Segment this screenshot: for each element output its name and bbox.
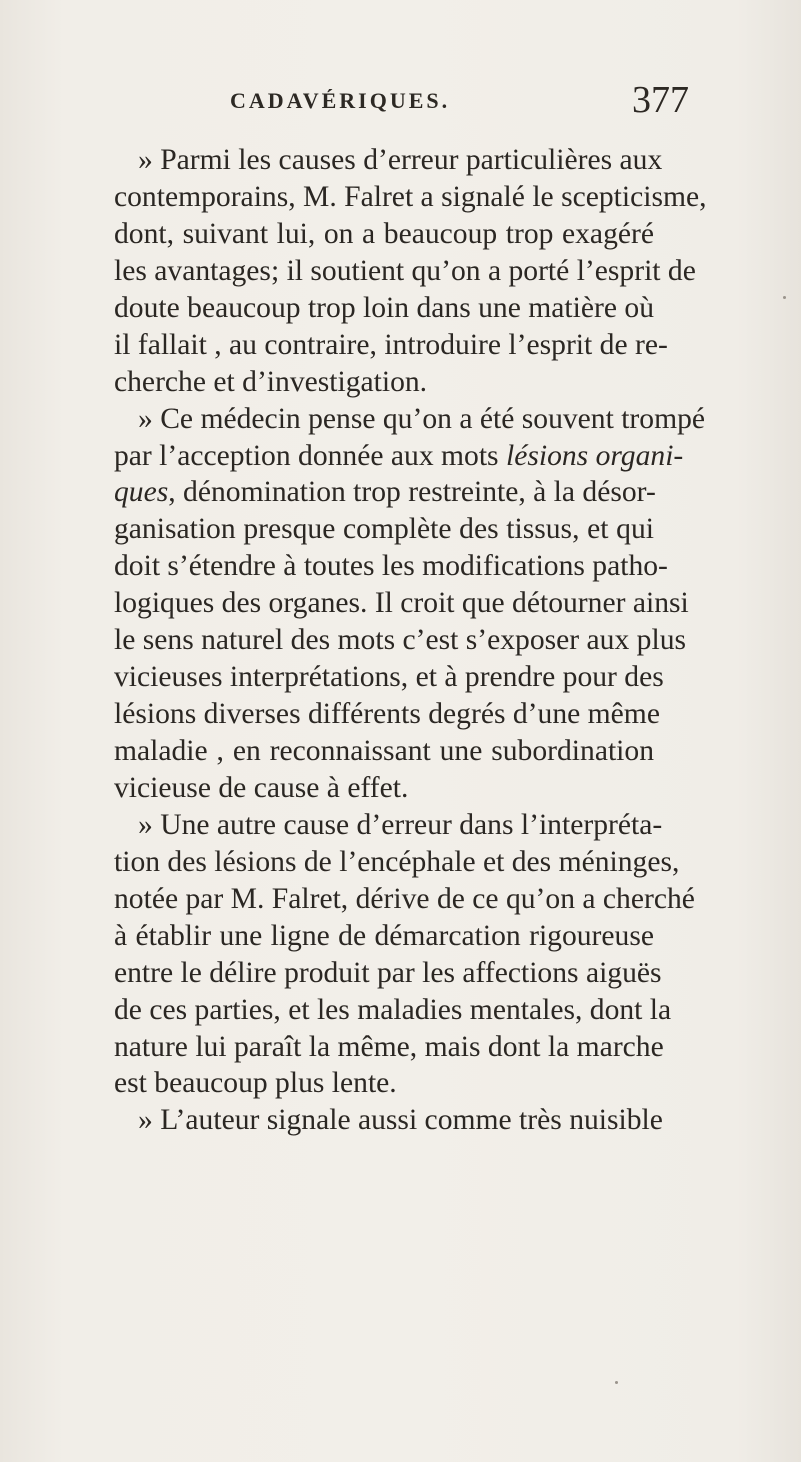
text-line: [114, 1029, 664, 1066]
italic-term: lésions organi-: [505, 439, 684, 472]
line-text: ganisation presque complète des tissus, et qui: [114, 513, 654, 546]
text-line: [114, 585, 689, 622]
page-number: 377: [632, 79, 689, 121]
line-text: logiques des organes. Il croit que détourner ainsi: [114, 587, 689, 620]
line-text: notée par M. Falret, dérive de ce qu’on a cherché: [114, 882, 695, 915]
text-line: [114, 1102, 663, 1139]
line-text: à établir une ligne de démarcation rigoureuse: [114, 919, 654, 952]
line-text: dont, suivant lui, on a beaucoup trop exagéré: [114, 217, 654, 250]
line-text: nature lui paraît la même, mais dont la marche: [114, 1030, 664, 1063]
text-line: [114, 548, 668, 585]
paper-speck: [615, 1381, 618, 1384]
text-line: [114, 290, 654, 327]
text-line: [114, 474, 654, 511]
line-text: » Parmi les causes d’erreur particulières aux: [138, 144, 663, 176]
text-line: [114, 955, 662, 992]
line-text: doit s’étendre à toutes les modifications patho-: [114, 550, 668, 583]
text-line: [114, 696, 660, 733]
line-text: il fallait , au contraire, introduire l’esprit de re-: [114, 328, 668, 361]
text-line: [114, 511, 654, 548]
running-head: [0, 79, 801, 138]
line-text: vicieuses interprétations, et à prendre pour des: [114, 661, 664, 694]
line-text: lésions diverses différents degrés d’une même: [114, 698, 660, 731]
text-line: [114, 364, 654, 401]
line-text: contemporains, M. Falret a signalé le scepticisme,: [114, 180, 707, 213]
text-line: [114, 733, 654, 770]
body-text: [114, 142, 707, 1139]
line-text: est beaucoup plus lente.: [114, 1067, 397, 1100]
text-line: [114, 770, 654, 807]
text-line: [114, 179, 707, 216]
text-line: [114, 918, 654, 955]
text-line: [114, 216, 654, 253]
text-line: [114, 844, 680, 881]
line-text: le sens naturel des mots c’est s’exposer aux plus: [114, 624, 687, 657]
line-text: » Une autre cause d’erreur dans l’interpréta-: [138, 808, 663, 841]
text-line: [114, 992, 672, 1029]
text-line: [114, 253, 696, 290]
text-line: [114, 1065, 654, 1102]
paper-speck: [783, 296, 786, 299]
text-line: [114, 881, 695, 918]
line-text: maladie , en reconnaissant une subordination: [114, 735, 654, 767]
line-text: vicieuse de cause à effet.: [114, 771, 409, 804]
line-text: tion des lésions de l’encéphale et des méninges,: [114, 845, 680, 878]
running-title: CADAVÉRIQUES.: [230, 88, 451, 113]
line-text: par l’acception donnée aux mots: [114, 439, 506, 472]
line-text: » L’auteur signale aussi comme très nuisible: [138, 1104, 663, 1137]
line-text: » Ce médecin pense qu’on a été souvent trompé: [138, 402, 706, 435]
italic-term: ques: [114, 476, 169, 509]
line-text: doute beaucoup trop loin dans une matière où: [114, 291, 654, 324]
line-text: de ces parties, et les maladies mentales, dont la: [114, 993, 672, 1026]
text-line: [114, 142, 663, 179]
text-line: [114, 438, 684, 475]
text-line: [114, 622, 687, 659]
text-line: [114, 659, 664, 696]
line-text: les avantages; il soutient qu’on a porté l’esprit de: [114, 254, 696, 287]
line-text: , dénomination trop restreinte, à la désor-: [168, 476, 656, 509]
text-line: [114, 807, 663, 844]
line-text: cherche et d’investigation.: [114, 365, 428, 398]
text-line: [114, 401, 706, 438]
line-text: entre le délire produit par les affections aiguës: [114, 956, 662, 989]
text-line: [114, 327, 668, 364]
